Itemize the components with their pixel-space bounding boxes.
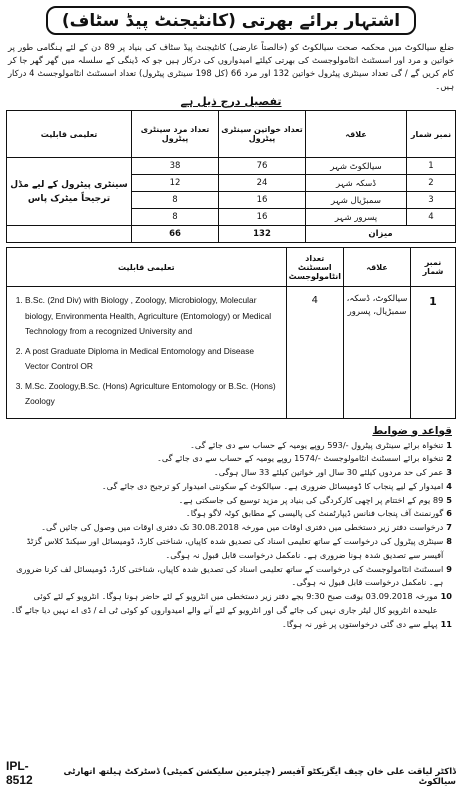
sanitary-patrol-table [6,110,456,243]
header-qualification: تعلیمی قابلیت [7,248,287,287]
ipl-code: IPL-8512 [6,759,33,787]
header-area: علاقہ [306,111,407,158]
rule-text: تنخواہ برائے اسسٹنٹ انٹامولوجسٹ -/1574 روپے یومیہ کے حساب سے دی جائے گی۔ [157,453,444,464]
rule-text: پہلے سے دی گئی درخواستوں پر غور نہ ہوگا۔ [281,618,438,629]
rule-item [10,439,452,453]
title-wrap [6,6,456,35]
cell-qualification: سینٹری پیٹرول کے لیے مڈل ترجیحاً میٹرک پاس [7,158,132,226]
rule-text: درخواست دفتر زیر دستخطی میں دفتری اوقات میں مورخہ 30.08.2018 تک دفتری اوقات میں وصول کی جائیں گی۔ [41,522,444,533]
cell-area: سیالکوٹ، ڈسکہ، سمبڑیال، پسرور [344,287,411,419]
total-row [7,226,456,243]
rule-number: 9 [446,563,452,574]
rule-item [10,507,452,521]
rule-text: سینٹری پیٹرول کی درخواست کے ساتھ تعلیمی اسناد کی تصدیق شدہ کاپیاں، شناختی کارڈ، ڈومیسائل اور سیکنڈ کلاس گزٹڈ آفیسر سے تصدیق شدہ ہونا ضروری ہے۔ نامکمل درخواست قابل قبول نہ ہوگی۔ [26,536,444,560]
cell-area: سیالکوٹ شہر [306,158,407,175]
header-serial: نمبر شمار [411,248,456,287]
rule-number: 3 [446,467,452,478]
table-caption: تفصیل درج ذیل ہے [180,95,282,108]
cell-count: 4 [286,287,343,419]
rule-number: 6 [446,508,452,519]
rule-text: 89 یوم کے اختتام پر اچھی کارکردگی کی بنیاد پر مزید توسیع کی جاسکتی ہے۔ [178,494,444,505]
total-label: میزان [306,226,456,243]
rule-text: عمر کی حد مردوں کیلئے 30 سال اور خواتین کیلئے 33 سال ہوگی۔ [213,467,444,478]
cell-female: 24 [219,175,306,192]
cell-serial: 1 [411,287,456,419]
header-male: تعداد مرد سینٹری پیٹرول [132,111,219,158]
rule-number: 8 [446,536,452,547]
rule-item [10,618,452,632]
cell-male: 8 [132,192,219,209]
cell-qualifications [7,287,287,419]
qualification-list [11,293,280,410]
entomologist-table [6,247,456,419]
rule-text: تنخواہ برائے سینٹری پیٹرول -/593 روپے یومیہ کے حساب سے دی جائے گی۔ [190,439,444,450]
header-serial: نمبر شمار [407,111,456,158]
table-header-row [7,248,456,287]
table-header-row [7,111,456,158]
rule-item [10,452,452,466]
cell-male: 38 [132,158,219,175]
page-title: اشتہار برائے بھرتی (کانٹیجنٹ پیڈ سٹاف) [46,6,416,35]
rule-item [10,466,452,480]
cell-male: 12 [132,175,219,192]
rule-item [10,494,452,508]
qualification-item: 3. M.Sc. Zoology,B.Sc. (Hons) Agriculture Entomology or B.Sc. (Hons) Zoology [25,379,280,410]
cell-serial: 3 [407,192,456,209]
rule-number: 7 [446,522,452,533]
cell-area: ڈسکہ شہر [306,175,407,192]
cell-serial: 1 [407,158,456,175]
cell-female: 16 [219,209,306,226]
cell-serial: 4 [407,209,456,226]
footer [6,759,456,787]
rule-number: 5 [446,494,452,505]
rule-item [10,535,452,563]
header-qualification: تعلیمی قابلیت [7,111,132,158]
total-female: 132 [219,226,306,243]
cell-area: سمبڑیال شہر [306,192,407,209]
cell-female: 16 [219,192,306,209]
rule-item [10,563,452,591]
intro-paragraph: ضلع سیالکوٹ میں محکمہ صحت سیالکوٹ کو (خالصتاً عارضی) کانٹیجنٹ پیڈ سٹاف کی بنیاد پر 89 دن کے لئے ہنگامی طور پر خواتین و مرد اور اسسٹنٹ انٹامولوجسٹ کی بھرتی کیلئے امیدواروں کی درکار ہیں جو کہ ڈینگی کے سلسلہ میں گھر گھر جا کر کام کریں گے / گی تعداد سینٹری پیٹرول خواتین 132 اور مرد 66 (کل 198 سینٹری پیٹرول) تعداد اسسٹنٹ انٹامولوجسٹ 4 درکار ہیں۔ [8,42,454,91]
cell-serial: 2 [407,175,456,192]
rules-list [10,439,452,632]
rule-text: اسسٹنٹ انٹامولوجسٹ کی درخواست کے ساتھ تعلیمی اسناد کی تصدیق شدہ کاپیاں، شناختی کارڈ، ڈومیسائل لف کرنا ضروری ہے۔ نامکمل درخواست قابل قبول نہ ہوگی۔ [16,563,444,588]
signer-block: ڈاکٹر لیاقت علی خان چیف ایگزیکٹو آفیسر (چیئرمین سلیکشن کمیٹی) ڈسٹرکٹ ہیلتھ اتھارٹی سیالکوٹ [63,767,456,787]
rule-number: 2 [446,453,452,464]
rule-text: امیدوار کے لیے پنجاب کا ڈومیسائل ضروری ہے۔ سیالکوٹ کے سکونتی امیدوار کو ترجیح دی جائے گی۔ [101,480,444,491]
table-row [7,158,456,175]
cell-female: 76 [219,158,306,175]
header-area: علاقہ [344,248,411,287]
rule-item [10,480,452,494]
cell-male: 8 [132,209,219,226]
rule-item [10,590,452,618]
total-empty [7,226,132,243]
qualification-item: 2. A post Graduate Diploma in Medical Entomology and Disease Vector Control OR [25,344,280,375]
rules-heading: قواعد و ضوابط [372,424,452,437]
table-row [7,287,456,419]
header-female: تعداد خواتین سینٹری پیٹرول [219,111,306,158]
rule-number: 4 [446,480,452,491]
rule-text: مورخہ 03.09.2018 بوقت صبح 9:30 بجے دفتر زیر دستخطی میں انٹرویو کے لئے حاضر ہونا ہوگا۔ انٹرویو کے لئے کوئی علیحدہ انٹرویو کال لیٹر جاری نہیں کی جائے گی اور انٹرویو کے لئے آنے والے امیدواروں کو کوئی ٹی اے / ڈی اے نہیں دیا جائے گا۔ [10,591,438,616]
rule-number: 11 [440,618,452,629]
cell-area: پسرور شہر [306,209,407,226]
rule-item [10,521,452,535]
rule-number: 10 [440,591,452,602]
rule-number: 1 [446,439,452,450]
qualification-item: 1. B.Sc. (2nd Div) with Biology , Zoology, Microbiology, Molecular biology, Environmenta Health, Agriculture (Entomology) or Medical Technology from a recognized University and [25,293,280,340]
total-male: 66 [132,226,219,243]
rule-text: گورنمنٹ آف پنجاب فنانس ڈیپارٹمنٹ کی پالیسی کے مطابق کوٹہ لاگو ہوگا۔ [185,508,444,519]
header-count: تعداد اسسٹنٹ انٹامولوجسٹ [286,248,343,287]
